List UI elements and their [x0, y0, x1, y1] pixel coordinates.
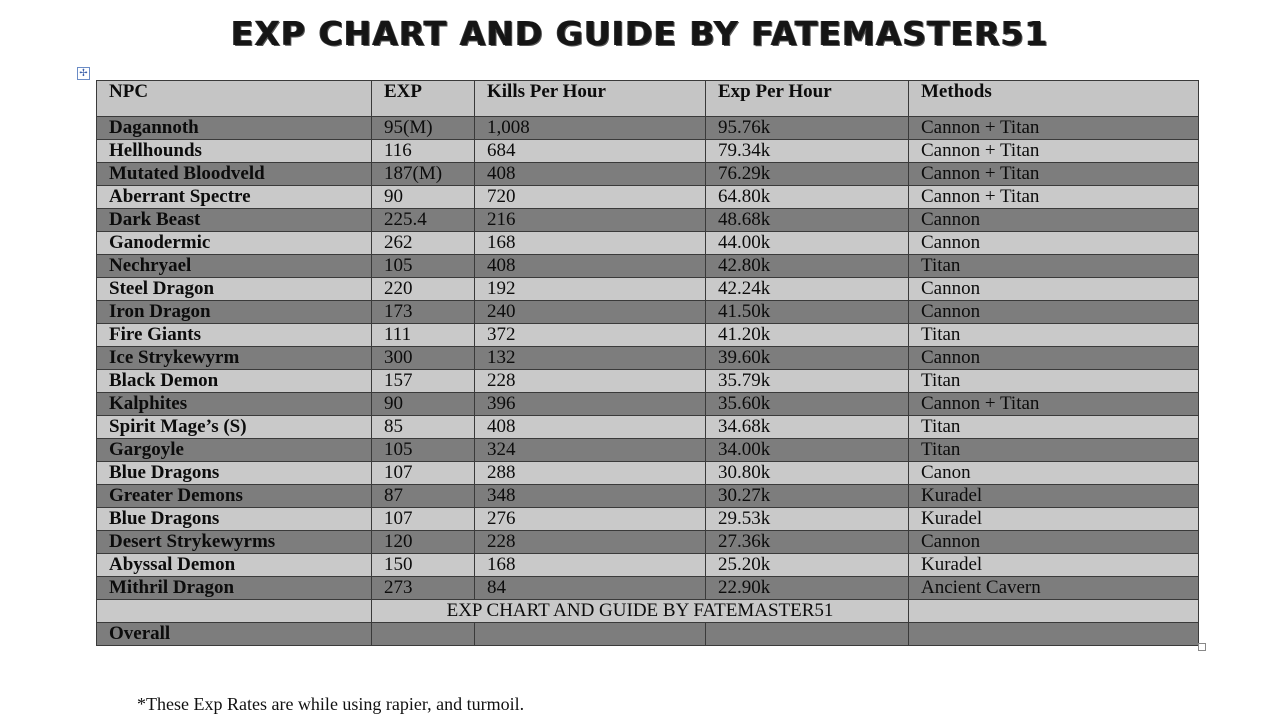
cell-kills-per-hour: 84	[475, 577, 706, 600]
table-row	[97, 462, 1199, 485]
cell-method: Ancient Cavern	[909, 577, 1199, 600]
cell-method: Cannon	[909, 347, 1199, 370]
banner-cell-empty	[97, 600, 372, 623]
footnote: *These Exp Rates are while using rapier, and turmoil.	[137, 694, 525, 714]
cell-npc: Fire Giants	[97, 324, 372, 347]
cell-exp-per-hour: 42.80k	[706, 255, 909, 278]
cell-exp: 107	[372, 508, 475, 531]
cell-method: Cannon + Titan	[909, 186, 1199, 209]
cell-exp: 116	[372, 140, 475, 163]
cell-method: Titan	[909, 255, 1199, 278]
cell-npc: Desert Strykewyrms	[97, 531, 372, 554]
page-title: EXP CHART AND GUIDE BY FATEMASTER51	[231, 14, 1049, 53]
overall-cell	[372, 623, 475, 646]
cell-exp: 90	[372, 393, 475, 416]
cell-method: Cannon	[909, 209, 1199, 232]
table-row	[97, 186, 1199, 209]
overall-row	[97, 623, 1199, 646]
table-row	[97, 232, 1199, 255]
cell-exp: 95(M)	[372, 117, 475, 140]
cell-exp: 262	[372, 232, 475, 255]
cell-method: Cannon + Titan	[909, 393, 1199, 416]
table-move-handle-icon[interactable]: ✢	[77, 67, 90, 80]
cell-exp-per-hour: 34.68k	[706, 416, 909, 439]
cell-kills-per-hour: 408	[475, 163, 706, 186]
cell-method: Cannon	[909, 278, 1199, 301]
cell-kills-per-hour: 396	[475, 393, 706, 416]
banner-row	[97, 600, 1199, 623]
table-row	[97, 209, 1199, 232]
cell-method: Titan	[909, 439, 1199, 462]
cell-exp: 90	[372, 186, 475, 209]
cell-exp: 87	[372, 485, 475, 508]
cell-npc: Kalphites	[97, 393, 372, 416]
cell-exp-per-hour: 42.24k	[706, 278, 909, 301]
banner-cell-empty	[909, 600, 1199, 623]
cell-kills-per-hour: 684	[475, 140, 706, 163]
cell-exp-per-hour: 29.53k	[706, 508, 909, 531]
table-row	[97, 508, 1199, 531]
table-row	[97, 485, 1199, 508]
cell-npc: Ice Strykewyrm	[97, 347, 372, 370]
cell-kills-per-hour: 228	[475, 531, 706, 554]
cell-kills-per-hour: 324	[475, 439, 706, 462]
cell-method: Cannon	[909, 232, 1199, 255]
cell-exp: 157	[372, 370, 475, 393]
cell-exp-per-hour: 44.00k	[706, 232, 909, 255]
cell-method: Cannon + Titan	[909, 140, 1199, 163]
cell-exp: 187(M)	[372, 163, 475, 186]
cell-npc: Dark Beast	[97, 209, 372, 232]
cell-kills-per-hour: 348	[475, 485, 706, 508]
header-npc: NPC	[97, 81, 372, 117]
cell-exp: 105	[372, 439, 475, 462]
table-row	[97, 393, 1199, 416]
cell-kills-per-hour: 192	[475, 278, 706, 301]
table-row	[97, 370, 1199, 393]
cell-npc: Ganodermic	[97, 232, 372, 255]
header-exp-per-hour: Exp Per Hour	[706, 81, 909, 117]
cell-kills-per-hour: 1,008	[475, 117, 706, 140]
table-row	[97, 324, 1199, 347]
cell-exp-per-hour: 64.80k	[706, 186, 909, 209]
cell-exp: 173	[372, 301, 475, 324]
cell-method: Canon	[909, 462, 1199, 485]
header-kills-per-hour: Kills Per Hour	[475, 81, 706, 117]
cell-kills-per-hour: 132	[475, 347, 706, 370]
cell-method: Kuradel	[909, 508, 1199, 531]
cell-npc: Dagannoth	[97, 117, 372, 140]
cell-exp-per-hour: 25.20k	[706, 554, 909, 577]
table-body	[97, 117, 1199, 646]
cell-method: Cannon + Titan	[909, 117, 1199, 140]
cell-npc: Spirit Mage’s (S)	[97, 416, 372, 439]
header-exp: EXP	[372, 81, 475, 117]
cell-exp-per-hour: 35.79k	[706, 370, 909, 393]
table-row	[97, 577, 1199, 600]
cell-exp-per-hour: 76.29k	[706, 163, 909, 186]
cell-npc: Mithril Dragon	[97, 577, 372, 600]
cell-exp: 300	[372, 347, 475, 370]
cell-exp: 120	[372, 531, 475, 554]
banner-cell: EXP CHART AND GUIDE BY FATEMASTER51	[372, 600, 909, 623]
table-row	[97, 255, 1199, 278]
cell-exp-per-hour: 30.27k	[706, 485, 909, 508]
cell-exp-per-hour: 79.34k	[706, 140, 909, 163]
cell-kills-per-hour: 216	[475, 209, 706, 232]
cell-exp-per-hour: 48.68k	[706, 209, 909, 232]
table-row	[97, 163, 1199, 186]
overall-cell	[909, 623, 1199, 646]
overall-cell	[475, 623, 706, 646]
cell-npc: Mutated Bloodveld	[97, 163, 372, 186]
cell-method: Titan	[909, 416, 1199, 439]
table-header-row	[97, 81, 1199, 117]
table-row	[97, 347, 1199, 370]
cell-npc: Nechryael	[97, 255, 372, 278]
cell-exp-per-hour: 35.60k	[706, 393, 909, 416]
cell-kills-per-hour: 408	[475, 255, 706, 278]
cell-kills-per-hour: 228	[475, 370, 706, 393]
table-row	[97, 278, 1199, 301]
cell-exp: 225.4	[372, 209, 475, 232]
cell-method: Kuradel	[909, 554, 1199, 577]
cell-npc: Abyssal Demon	[97, 554, 372, 577]
overall-label: Overall	[97, 623, 372, 646]
cell-exp: 220	[372, 278, 475, 301]
cell-kills-per-hour: 372	[475, 324, 706, 347]
cell-npc: Gargoyle	[97, 439, 372, 462]
cell-kills-per-hour: 168	[475, 554, 706, 577]
table-resize-handle-icon[interactable]	[1198, 643, 1206, 651]
cell-method: Titan	[909, 370, 1199, 393]
cell-exp: 273	[372, 577, 475, 600]
cell-npc: Steel Dragon	[97, 278, 372, 301]
cell-exp: 105	[372, 255, 475, 278]
cell-exp: 107	[372, 462, 475, 485]
table-row	[97, 554, 1199, 577]
cell-method: Titan	[909, 324, 1199, 347]
header-methods: Methods	[909, 81, 1199, 117]
exp-table	[96, 80, 1199, 646]
overall-cell	[706, 623, 909, 646]
cell-kills-per-hour: 276	[475, 508, 706, 531]
cell-exp-per-hour: 41.20k	[706, 324, 909, 347]
cell-exp-per-hour: 30.80k	[706, 462, 909, 485]
cell-exp: 150	[372, 554, 475, 577]
cell-npc: Greater Demons	[97, 485, 372, 508]
cell-method: Cannon + Titan	[909, 163, 1199, 186]
cell-exp-per-hour: 41.50k	[706, 301, 909, 324]
cell-kills-per-hour: 720	[475, 186, 706, 209]
table-row	[97, 531, 1199, 554]
cell-exp: 85	[372, 416, 475, 439]
cell-npc: Black Demon	[97, 370, 372, 393]
cell-kills-per-hour: 168	[475, 232, 706, 255]
table-row	[97, 301, 1199, 324]
cell-method: Cannon	[909, 301, 1199, 324]
cell-kills-per-hour: 288	[475, 462, 706, 485]
cell-kills-per-hour: 408	[475, 416, 706, 439]
table-row	[97, 117, 1199, 140]
cell-npc: Blue Dragons	[97, 462, 372, 485]
cell-exp-per-hour: 34.00k	[706, 439, 909, 462]
cell-exp: 111	[372, 324, 475, 347]
cell-kills-per-hour: 240	[475, 301, 706, 324]
table-row	[97, 416, 1199, 439]
cell-npc: Blue Dragons	[97, 508, 372, 531]
table-row	[97, 140, 1199, 163]
cell-exp-per-hour: 95.76k	[706, 117, 909, 140]
cell-npc: Aberrant Spectre	[97, 186, 372, 209]
cell-npc: Iron Dragon	[97, 301, 372, 324]
cell-exp-per-hour: 22.90k	[706, 577, 909, 600]
cell-exp-per-hour: 27.36k	[706, 531, 909, 554]
cell-exp-per-hour: 39.60k	[706, 347, 909, 370]
cell-method: Cannon	[909, 531, 1199, 554]
table-row	[97, 439, 1199, 462]
cell-npc: Hellhounds	[97, 140, 372, 163]
cell-method: Kuradel	[909, 485, 1199, 508]
